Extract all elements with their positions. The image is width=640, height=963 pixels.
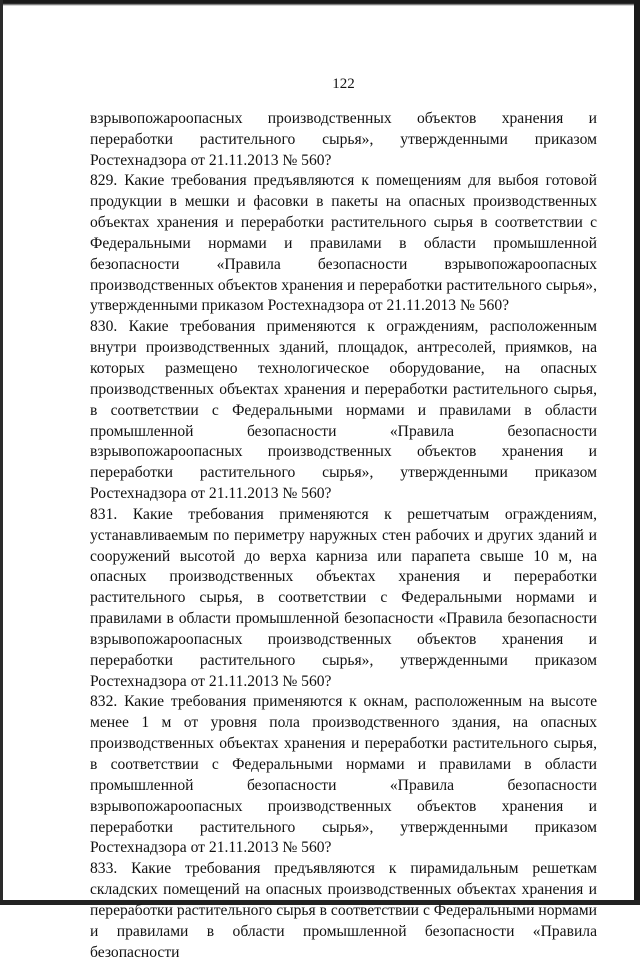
- page-number: 122: [332, 76, 355, 92]
- scan-border-right: [634, 0, 640, 905]
- question-833: 833. Какие требования предъявляются к пирамидальным решеткам складских помещений на опасных производственных объектах хранения и переработки растительного сырья в соответствии с Федеральными нормами и правилами в области промышленной безопасности «Правила безопасности: [90, 860, 597, 961]
- scan-border-top: [0, 0, 640, 6]
- question-830: 830. Какие требования применяются к ограждениям, расположенным внутри производственных зданий, площадок, антресолей, приямков, на которых размещено технологическое оборудование, на опасных производственных объектах хранения и переработки растительного сырья, в соответствии с Федеральными нормами и правилами в области промышленной безопасности «Правила безопасности взрывопожароопасных производственных объектов хранения и переработки растительного сырья», утвержденными приказом Ростехнадзора от 21.11.2013 № 560?: [90, 318, 597, 503]
- question-832: 832. Какие требования применяются к окнам, расположенным на высоте менее 1 м от уровня пола производственного здания, на опасных производственных объектах хранения и переработки растительного сырья, в соответствии с Федеральными нормами и правилами в области промышленной безопасности «Правила безопасности взрывопожароопасных производственных объектов хранения и переработки растительного сырья», утвержденными приказом Ростехнадзора от 21.11.2013 № 560?: [90, 693, 597, 857]
- document-page: [90, 74, 597, 963]
- scan-border-left: [0, 0, 3, 905]
- question-831: 831. Какие требования применяются к решетчатым ограждениям, устанавливаемым по периметру наружных стен рабочих и других зданий и сооружений высотой до верха карниза или парапета свыше 10 м, на опасных производственных объектах хранения и переработки растительного сырья, в соответствии с Федеральными нормами и правилами в области промышленной безопасности «Правила безопасности взрывопожароопасных производственных объектов хранения и переработки растительного сырья», утвержденными приказом Ростехнадзора от 21.11.2013 № 560?: [90, 505, 597, 690]
- paragraph-continuation: взрывопожароопасных производственных объектов хранения и переработки растительного сырья», утвержденными приказом Ростехнадзора от 21.11.2013 № 560?: [90, 109, 597, 169]
- question-829: 829. Какие требования предъявляются к помещениям для выбоя готовой продукции в мешки и фасовки в пакеты на опасных производственных объектах хранения и переработки растительного сырья в соответствии с Федеральными нормами и правилами в области промышленной безопасности «Правила безопасности взрывопожароопасных производственных объектов хранения и переработки растительного сырья», утвержденными приказом Ростехнадзора от 21.11.2013 № 560?: [90, 172, 597, 315]
